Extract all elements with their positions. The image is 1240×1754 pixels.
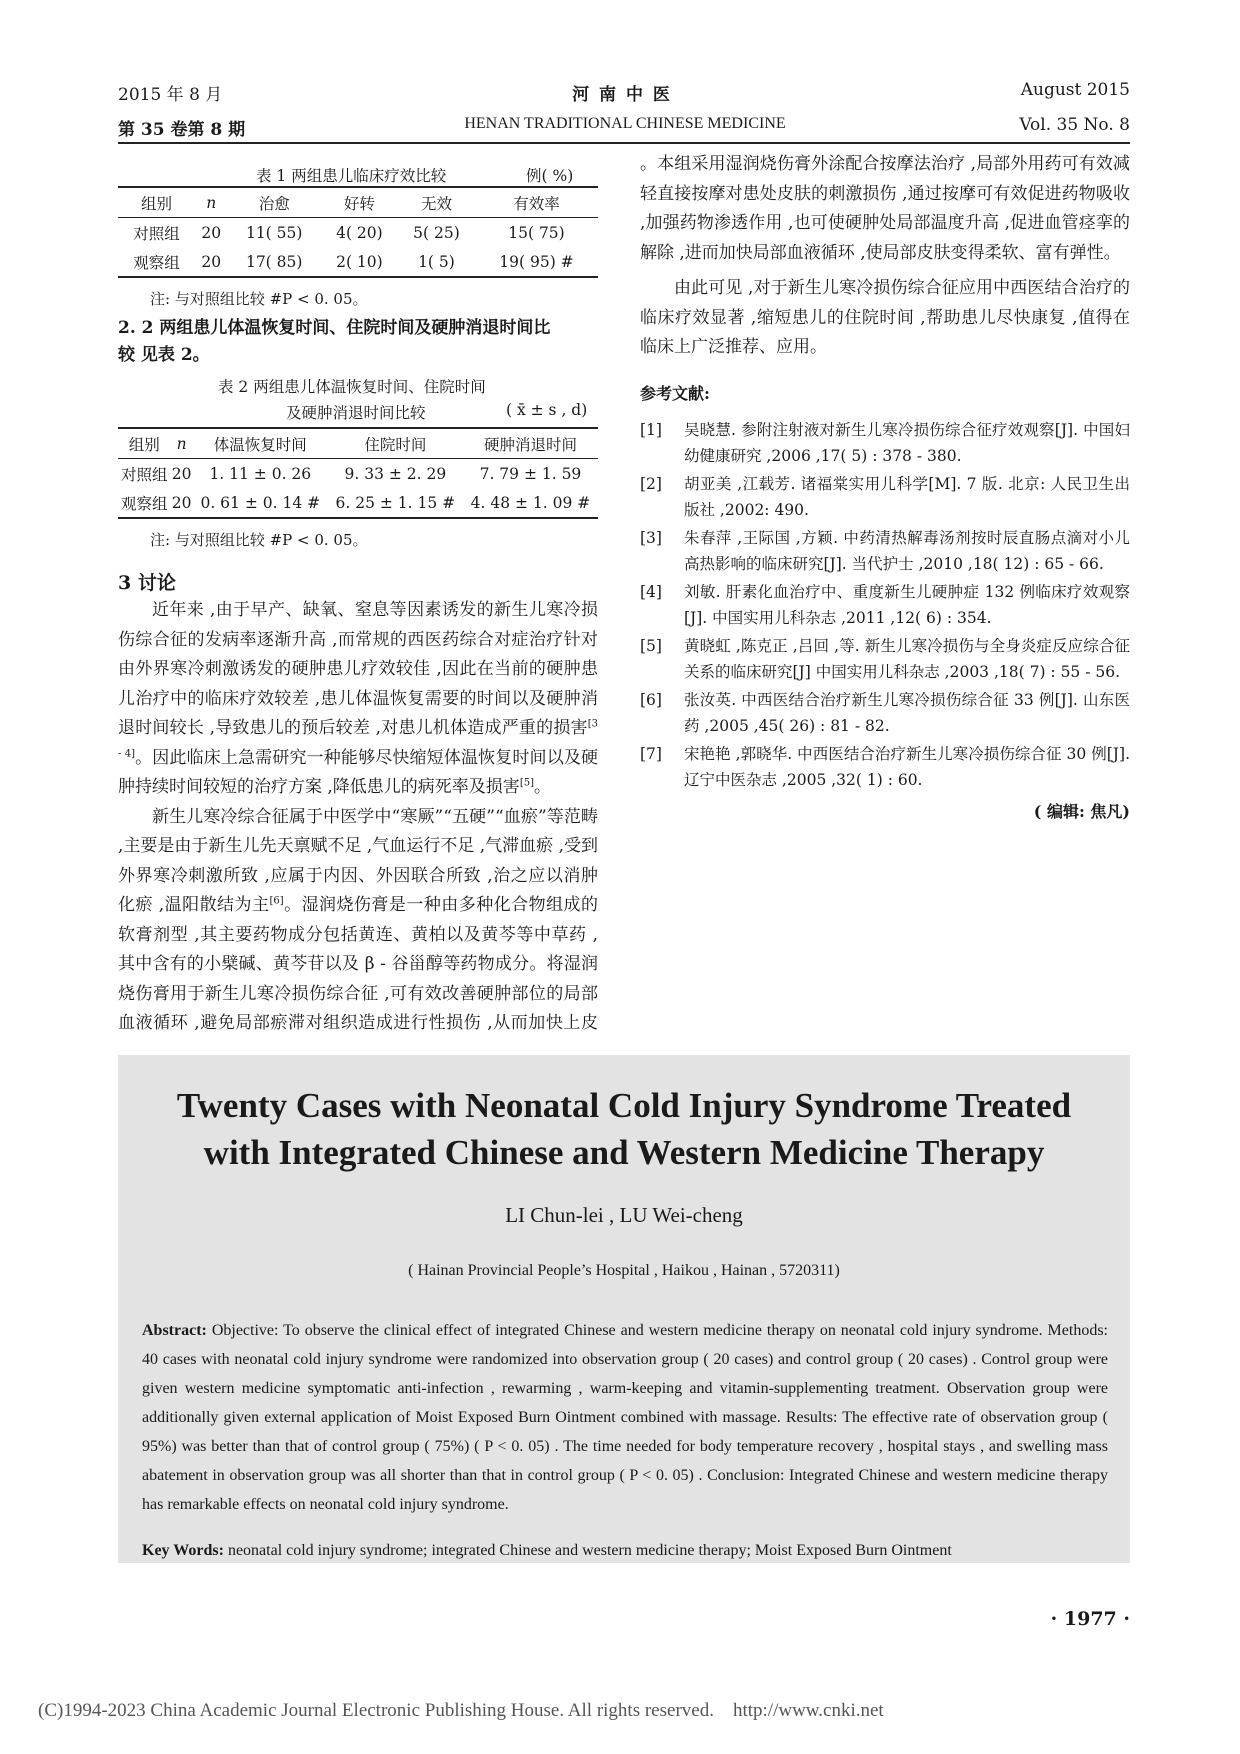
table2-header-cell: 组别	[128, 435, 160, 454]
section-2-2-heading	[118, 315, 598, 369]
references-list	[640, 418, 1130, 793]
table-cell: 20	[201, 252, 222, 271]
table2-caption-line1: 表 2 两组患儿体温恢复时间、住院时间	[218, 378, 486, 396]
header-date-cn: 2015 年 8 月	[118, 85, 223, 105]
reference-number: [1]	[640, 421, 662, 439]
reference-item	[640, 742, 1130, 793]
discussion-paragraph-2-start	[118, 803, 598, 1039]
right-column-text	[640, 150, 1130, 827]
table-cell: 1( 5)	[418, 252, 455, 271]
reference-text: 宋艳艳 ,郭晓华. 中西医结合治疗新生儿寒冷损伤综合征 30 例[J]. 辽宁中医杂志 ,2005 ,32( 1) : 60.	[684, 745, 1130, 789]
table1-header-row	[118, 187, 598, 218]
table1-header-cell: 好转	[343, 194, 375, 213]
reference-text: 张汝英. 中西医结合治疗新生儿寒冷损伤综合征 33 例[J]. 山东医药 ,2005 ,45( 26) : 81 - 82.	[684, 691, 1130, 735]
reference-text: 胡亚美 ,江载芳. 诸福棠实用儿科学[M]. 7 版. 北京: 人民卫生出版社 ,2002: 490.	[684, 475, 1130, 519]
table-cell: 0. 61 ± 0. 14 #	[200, 493, 321, 512]
table2-header-cell: 硬肿消退时间	[483, 435, 577, 454]
table-cell: 7. 79 ± 1. 59	[479, 464, 582, 483]
editor-note: ( 编辑: 焦凡)	[1033, 802, 1130, 821]
table1	[118, 150, 598, 309]
table-cell: 11( 55)	[245, 223, 303, 242]
discussion-left-text	[118, 596, 598, 1039]
table-cell: 20	[171, 464, 192, 483]
table1-header-cell: 治愈	[258, 194, 290, 213]
table2	[118, 373, 598, 550]
abstract-text: Objective: To observe the clinical effect of integrated Chinese and western medicine therapy on neonatal cold injury syndrome. Methods: 40 cases with neonatal cold injury syndrome were randomized into observation group ( 20 cases) and control group ( 20 cases) . Control group were given western medicine symptomatic anti-infection , rewarming , warm-keeping and vitamin-supplementing treatment. Observation group were additionally given external application of Moist Exposed Burn Ointment combined with massage. Results: The effective rate of observation group ( 95%) was better than that of control group ( 75%) ( P < 0. 05) . The time needed for body temperature recovery , hospital stays , and swelling mass abatement in observation group was all shorter than that in control group ( P < 0. 05) . Conclusion: Integrated Chinese and western medicine therapy has remarkable effects on neonatal cold injury syndrome.	[142, 1322, 1109, 1513]
table-cell: 5( 25)	[413, 223, 460, 242]
copyright-footer: (C)1994-2023 China Academic Journal Electronic Publishing House. All rights reserved. http://www.cnki.net	[38, 1700, 884, 1721]
table-cell: 17( 85)	[245, 252, 303, 271]
citation: [5]	[519, 777, 534, 789]
table1-caption: 表 1 两组患儿临床疗效比较	[256, 167, 447, 185]
reference-item	[640, 472, 1130, 523]
discussion-paragraph-1	[118, 596, 598, 803]
table-cell: 15( 75)	[508, 223, 565, 242]
table1-header-cell: 无效	[420, 194, 452, 213]
reference-item	[640, 634, 1130, 685]
page-number: · 1977 ·	[1050, 1608, 1130, 1630]
table-cell: 19( 95) #	[499, 252, 574, 271]
table-cell: 6. 25 ± 1. 15 #	[335, 493, 456, 512]
keywords-label: Key Words:	[142, 1542, 224, 1559]
section-3-heading: 3 讨论	[118, 572, 176, 594]
discussion-paragraph-2-continued	[640, 150, 1130, 268]
table2-unit: ( x̄ ± s , d)	[506, 401, 588, 419]
discussion-p2-text: 。本组采用湿润烧伤膏外涂配合按摩法治疗 ,局部外用药可有效减轻直接按摩对患处皮肤的刺激损伤 ,通过按摩可有效促进药物吸收 ,加强药物渗透作用 ,也可使硬肿处局部温度升高 ,促进血管痉挛的解除 ,进而加快局部血液循环 ,使局部皮肤变得柔软、富有弹性。	[640, 154, 1130, 263]
header-rule	[118, 142, 1130, 144]
table-cell: 对照组	[120, 465, 168, 484]
table-cell: 对照组	[133, 224, 180, 243]
header-journal-en: HENAN TRADITIONAL CHINESE MEDICINE	[464, 115, 786, 132]
left-column	[118, 150, 598, 595]
reference-number: [4]	[640, 583, 662, 601]
table-cell: 9. 33 ± 2. 29	[344, 464, 447, 483]
discussion-p1-text: 。因此临床上急需研究一种能够尽快缩短体温恢复时间以及硬肿持续时间较短的治疗方案 ,降低患儿的病死率及损害	[118, 747, 599, 797]
reference-text: 吴晓慧. 参附注射液对新生儿寒冷损伤综合征疗效观察[J]. 中国妇幼健康研究 ,2006 ,17( 5) : 378 - 380.	[684, 421, 1130, 465]
table1-unit: 例( %)	[526, 167, 574, 185]
table-cell: 观察组	[133, 253, 180, 272]
header-journal-cn: 河 南 中 医	[572, 85, 672, 105]
table1-note: 注: 与对照组比较 #P < 0. 05。	[150, 290, 368, 308]
header-date-en: August 2015	[1020, 80, 1130, 100]
table-cell: 4. 48 ± 1. 09 #	[470, 493, 591, 512]
table2-header-cell: 体温恢复时间	[213, 435, 307, 454]
reference-text: 黄晓虹 ,陈克正 ,吕回 ,等. 新生儿寒冷损伤与全身炎症反应综合征关系的临床研究[J] 中国实用儿科杂志 ,2003 ,18( 7) : 55 - 56.	[684, 637, 1130, 681]
table1-header-cell: 组别	[140, 194, 172, 213]
english-title-line2: with Integrated Chinese and Western Medicine Therapy	[203, 1133, 1045, 1172]
table-row	[118, 488, 598, 518]
keywords-text: neonatal cold injury syndrome; integrated Chinese and western medicine therapy; Moist Exposed Burn Ointment	[227, 1542, 952, 1559]
table1-header-cell: 有效率	[513, 194, 560, 213]
reference-text: 朱春萍 ,王际国 ,方颖. 中药清热解毒汤剂按时辰直肠点滴对小儿高热影响的临床研究[J]. 当代护士 ,2010 ,18( 12) : 65 - 66.	[684, 529, 1130, 573]
english-title-line1: Twenty Cases with Neonatal Cold Injury Syndrome Treated	[176, 1086, 1072, 1125]
discussion-p1-text: 近年来 ,由于早产、缺氧、窒息等因素诱发的新生儿寒冷损伤综合征的发病率逐渐升高 ,而常规的西医药综合对症治疗针对由外界寒冷刺激诱发的硬肿患儿疗效较佳 ,因此在当前的硬肿患儿治疗中的临床疗效较差 ,患儿体温恢复需要的时间以及硬肿消退时间较长 ,导致患儿的预后较差 ,对患儿机体造成严重的损害	[118, 600, 598, 738]
table2-header-cell: n	[176, 434, 187, 453]
reference-number: [3]	[640, 529, 662, 547]
table-cell: 4( 20)	[336, 223, 383, 242]
discussion-paragraph-3: 由此可见 ,对于新生儿寒冷损伤综合征应用中西医结合治疗的临床疗效显著 ,缩短患儿的住院时间 ,帮助患儿尽快康复 ,值得在临床上广泛推荐、应用。	[640, 278, 1130, 357]
section-2-2-heading-line1: 2. 2 两组患儿体温恢复时间、住院时间及硬肿消退时间比	[118, 318, 551, 338]
reference-item	[640, 526, 1130, 577]
discussion-p2-text: 。湿润烧伤膏是一种由多种化合物组成的软膏剂型 ,其主要药物成分包括黄连、黄柏以及黄芩等中草药 ,其中含有的小檗碱、黄芩苷以及 β - 谷甾醇等药物成分。将湿润烧伤膏用于新生儿寒冷损伤综合征 ,可有效改善硬肿部位的局部血液循环 ,避免局部瘀滞对组织造成进行性损伤 ,从而加快上皮	[118, 895, 598, 1033]
table1-grid	[118, 186, 598, 278]
table-row	[118, 218, 598, 248]
reference-item	[640, 418, 1130, 469]
table-cell: 20	[201, 223, 222, 242]
reference-item	[640, 688, 1130, 739]
section-2-2-heading-line2: 较 见表 2。	[118, 345, 210, 365]
reference-text: 刘敏. 肝素化血治疗中、重度新生儿硬肿症 132 例临床疗效观察[J]. 中国实用儿科杂志 ,2011 ,12( 6) : 354.	[684, 583, 1130, 627]
table2-note: 注: 与对照组比较 #P < 0. 05。	[150, 531, 368, 549]
english-abstract	[142, 1316, 1108, 1519]
table-row	[118, 459, 598, 489]
reference-item	[640, 580, 1130, 631]
reference-number: [6]	[640, 691, 662, 709]
header-volume-en: Vol. 35 No. 8	[1019, 115, 1130, 135]
table-cell: 观察组	[120, 494, 168, 513]
table2-grid	[118, 427, 598, 519]
table1-header-cell: n	[206, 193, 217, 212]
table-row	[118, 247, 598, 277]
table-cell: 2( 10)	[336, 252, 383, 271]
table-cell: 1. 11 ± 0. 26	[209, 464, 312, 483]
discussion-p1-text: 。	[533, 777, 551, 797]
abstract-label: Abstract:	[142, 1322, 207, 1339]
table2-caption-line2: 及硬肿消退时间比较	[286, 404, 426, 422]
table2-header-row	[118, 428, 598, 459]
table-cell: 20	[171, 493, 192, 512]
english-affiliation: ( Hainan Provincial People’s Hospital , Haikou , Hainan , 5720311)	[408, 1262, 840, 1279]
citation: [3 - 4]	[118, 718, 598, 759]
references-heading: 参考文献:	[640, 383, 710, 403]
table2-header-cell: 住院时间	[364, 435, 427, 454]
citation: [6]	[269, 895, 284, 907]
header-volume-cn: 第 35 卷第 8 期	[118, 120, 246, 140]
reference-number: [7]	[640, 745, 662, 763]
discussion-p2-text: 新生儿寒冷综合征属于中医学中“寒厥”“五硬”“血瘀”等范畴 ,主要是由于新生儿先天禀赋不足 ,气血运行不足 ,气滞血瘀 ,受到外界寒冷刺激所致 ,应属于内因、外因联合所致 ,治之应以消肿化瘀 ,温阳散结为主	[118, 806, 598, 915]
reference-number: [5]	[640, 637, 662, 655]
english-authors: LI Chun-lei , LU Wei-cheng	[505, 1203, 743, 1227]
english-keywords	[142, 1536, 1108, 1565]
reference-number: [2]	[640, 475, 662, 493]
